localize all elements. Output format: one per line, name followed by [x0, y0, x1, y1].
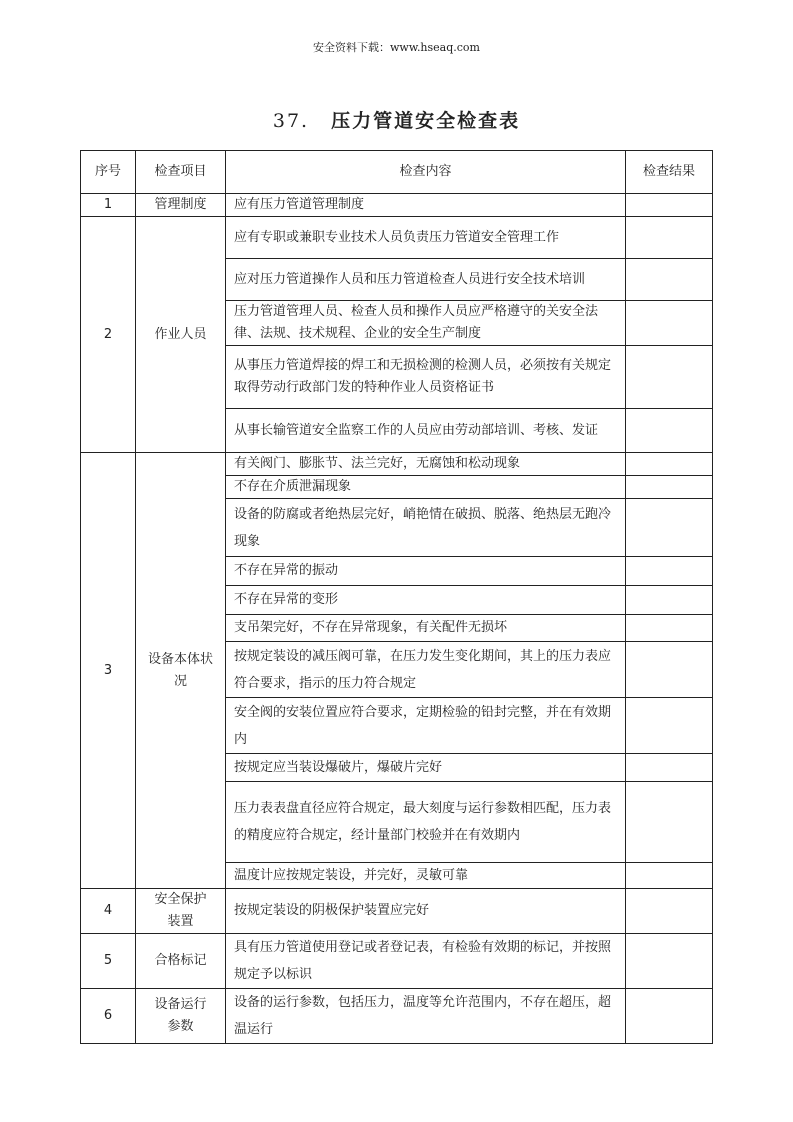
header-result: 检查结果: [626, 151, 713, 194]
table-row: [81, 989, 713, 1044]
check-content: 具有压力管道使用登记或者登记表，有检验有效期的标记，并按照规定予以标识: [226, 934, 626, 989]
check-content: 设备的防腐或者绝热层完好，峭艳情在破损、脱落、绝热层无跑冷现象: [226, 499, 626, 557]
check-result-cell[interactable]: [626, 642, 713, 698]
check-content: 应有压力管道管理制度: [226, 194, 626, 217]
table-row: [81, 889, 713, 934]
check-result-cell[interactable]: [626, 301, 713, 346]
check-result-cell[interactable]: [626, 346, 713, 409]
row-number: 6: [81, 989, 136, 1044]
check-content: 应对压力管道操作人员和压力管道检查人员进行安全技术培训: [226, 259, 626, 301]
check-content: 支吊架完好，不存在异常现象，有关配件无损坏: [226, 615, 626, 642]
document-title: [0, 106, 793, 133]
check-item: 安全保护装置: [136, 889, 226, 934]
page-header: 安全资料下载：www.hseaq.com: [313, 41, 480, 54]
table-row: [81, 217, 713, 259]
check-content: 按规定装设的阴极保护装置应完好: [226, 889, 626, 934]
check-content: 不存在异常的振动: [226, 557, 626, 586]
check-content: 从事长输管道安全监察工作的人员应由劳动部培训、考核、发证: [226, 409, 626, 453]
check-item: 设备运行参数: [136, 989, 226, 1044]
table-header-row: [81, 151, 713, 194]
check-content: 按规定应当装设爆破片，爆破片完好: [226, 754, 626, 782]
check-result-cell[interactable]: [626, 934, 713, 989]
check-content: 按规定装设的减压阀可靠，在压力发生变化期间，其上的压力表应符合要求，指示的压力符合规定: [226, 642, 626, 698]
check-content: 从事压力管道焊接的焊工和无损检测的检测人员，必须按有关规定取得劳动行政部门发的特种作业人员资格证书: [226, 346, 626, 409]
check-content: 设备的运行参数，包括压力，温度等允许范围内，不存在超压，超温运行: [226, 989, 626, 1044]
check-result-cell[interactable]: [626, 889, 713, 934]
check-result-cell[interactable]: [626, 476, 713, 499]
check-content: 应有专职或兼职专业技术人员负责压力管道安全管理工作: [226, 217, 626, 259]
check-result-cell[interactable]: [626, 217, 713, 259]
check-result-cell[interactable]: [626, 557, 713, 586]
check-result-cell[interactable]: [626, 989, 713, 1044]
table-row: [81, 453, 713, 476]
check-result-cell[interactable]: [626, 499, 713, 557]
check-content: 压力表表盘直径应符合规定，最大刻度与运行参数相匹配，压力表的精度应符合规定，经计量部门校验并在有效期内: [226, 782, 626, 863]
header-item: 检查项目: [136, 151, 226, 194]
check-result-cell[interactable]: [626, 782, 713, 863]
check-content: 安全阀的安装位置应符合要求，定期检验的铅封完整，并在有效期内: [226, 698, 626, 754]
row-number: 4: [81, 889, 136, 934]
title-number: 37.: [272, 110, 310, 132]
check-result-cell[interactable]: [626, 698, 713, 754]
header-content: 检查内容: [226, 151, 626, 194]
check-item: 管理制度: [136, 194, 226, 217]
check-content: 有关阀门、膨胀节、法兰完好，无腐蚀和松动现象: [226, 453, 626, 476]
check-result-cell[interactable]: [626, 586, 713, 615]
check-result-cell[interactable]: [626, 453, 713, 476]
check-result-cell[interactable]: [626, 863, 713, 889]
check-item: 设备本体状况: [136, 453, 226, 889]
table-row: [81, 934, 713, 989]
check-result-cell[interactable]: [626, 409, 713, 453]
title-text: 压力管道安全检查表: [331, 110, 521, 132]
check-result-cell[interactable]: [626, 615, 713, 642]
check-content: 温度计应按规定装设，并完好，灵敏可靠: [226, 863, 626, 889]
check-content: 压力管道管理人员、检查人员和操作人员应严格遵守的关安全法律、法规、技术规程、企业的安全生产制度: [226, 301, 626, 346]
check-content: 不存在异常的变形: [226, 586, 626, 615]
header-no: 序号: [81, 151, 136, 194]
table-row: [81, 194, 713, 217]
check-item: 作业人员: [136, 217, 226, 453]
row-number: 5: [81, 934, 136, 989]
check-result-cell[interactable]: [626, 259, 713, 301]
check-item: 合格标记: [136, 934, 226, 989]
row-number: 1: [81, 194, 136, 217]
check-result-cell[interactable]: [626, 754, 713, 782]
row-number: 2: [81, 217, 136, 453]
row-number: 3: [81, 453, 136, 889]
check-result-cell[interactable]: [626, 194, 713, 217]
check-content: 不存在介质泄漏现象: [226, 476, 626, 499]
inspection-table: [80, 150, 713, 1044]
